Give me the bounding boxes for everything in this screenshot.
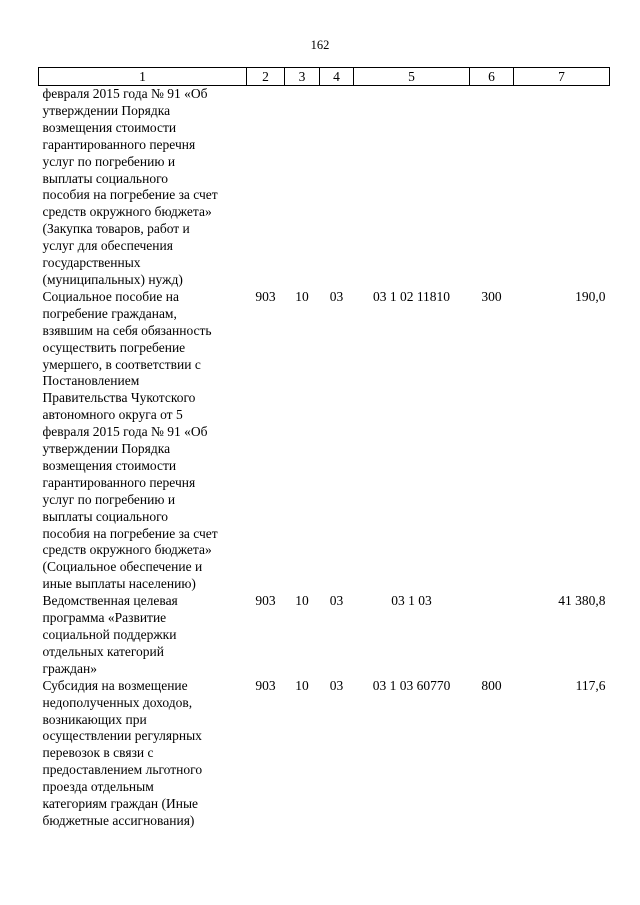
row-rz: 10 bbox=[295, 593, 309, 609]
row-rz: 10 bbox=[295, 288, 309, 304]
column-header: 1 bbox=[39, 68, 247, 86]
row-pr: 03 bbox=[329, 593, 344, 609]
column-header: 6 bbox=[470, 68, 514, 86]
row-csr: 03 1 03 bbox=[391, 593, 432, 609]
row-name: Ведомственная целевая программа «Развитие социальной поддержки отдельных категорий граждан» bbox=[42, 593, 178, 676]
row-name: Субсидия на возмещение недополученных доходов, возникающих при осуществлении регулярных перевозок в связи с предоставлением льготного проезда отдельным категориям граждан (Иные бюджетные ассигнования) bbox=[42, 677, 203, 828]
row-sum bbox=[514, 86, 610, 289]
row-sum: 190,0 bbox=[575, 288, 606, 304]
column-header: 3 bbox=[285, 68, 320, 86]
row-vr bbox=[470, 593, 514, 678]
table-row bbox=[39, 593, 610, 678]
row-pr: 03 bbox=[329, 288, 344, 304]
row-sum: 41 380,8 bbox=[558, 593, 606, 609]
row-gr: 903 bbox=[255, 288, 276, 304]
table-header-row bbox=[39, 68, 610, 86]
row-gr: 903 bbox=[255, 593, 276, 609]
column-header: 4 bbox=[320, 68, 354, 86]
row-gr bbox=[247, 86, 285, 289]
column-header: 5 bbox=[354, 68, 470, 86]
row-csr: 03 1 02 11810 bbox=[372, 288, 451, 304]
table-row bbox=[39, 678, 610, 830]
column-header: 7 bbox=[514, 68, 610, 86]
row-pr bbox=[320, 86, 354, 289]
row-sum: 117,6 bbox=[575, 677, 606, 693]
row-vr: 300 bbox=[481, 288, 502, 304]
table-row bbox=[39, 86, 610, 289]
row-csr: 03 1 03 60770 bbox=[372, 677, 451, 693]
table-row bbox=[39, 289, 610, 593]
row-rz bbox=[285, 86, 320, 289]
row-rz: 10 bbox=[295, 677, 309, 693]
row-vr bbox=[470, 86, 514, 289]
row-csr bbox=[354, 86, 470, 289]
page-number: 162 bbox=[310, 38, 330, 52]
row-gr: 903 bbox=[255, 677, 276, 693]
row-name: февраля 2015 года № 91 «Об утверждении Порядка возмещения стоимости гарантированного перечня услуг по погребению и выплаты социального пособия на погребение за счет средств окружного бюджета» (Закупка товаров, работ и услуг для обеспечения государственных (муниципальных) нужд) bbox=[42, 86, 218, 287]
row-name: Социальное пособие на погребение гражданам, взявшим на себя обязанность осуществить погребение умершего, в соответствии с Постановлением Правительства Чукотского автономного округа от 5 февраля 2015 года № 91 «Об утверждении Порядка возмещения стоимости гарантированного перечня услуг по погребению и выплаты социального пособия на погребение за счет средств окружного бюджета» (Социальное обеспечение и иные выплаты населению) bbox=[42, 288, 218, 592]
budget-table bbox=[38, 67, 610, 830]
row-pr: 03 bbox=[329, 677, 344, 693]
row-vr: 800 bbox=[481, 677, 502, 693]
column-header: 2 bbox=[247, 68, 285, 86]
